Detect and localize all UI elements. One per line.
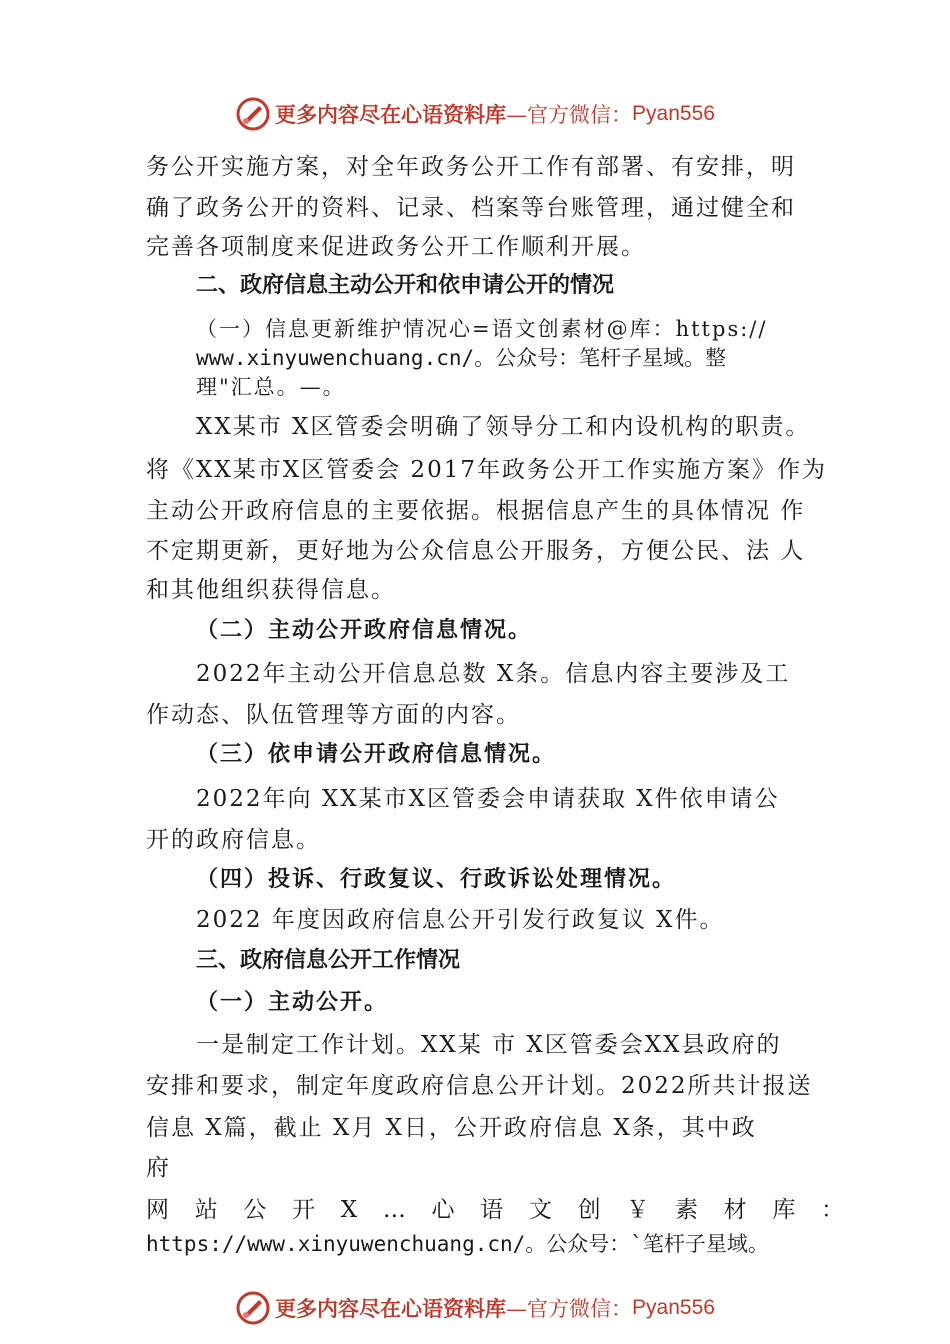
text-line-justified bbox=[146, 1195, 846, 1225]
subsection-heading: （一）主动公开。 bbox=[196, 989, 389, 1015]
char: 文 bbox=[528, 1197, 554, 1223]
text-line: 信息 X篇，截止 X月 X日，公开政府信息 X条，其中政 bbox=[146, 1115, 757, 1141]
text-line: 开的政府信息。 bbox=[146, 827, 321, 853]
text-line: 完善各项制度来促进政务公开工作顺利开展。 bbox=[146, 234, 646, 260]
char: 材 bbox=[723, 1197, 749, 1223]
subsection-heading: （三）依申请公开政府信息情况。 bbox=[196, 741, 557, 767]
text-line: https://www.xinyuwenchuang.cn/。公众号：`笔杆子星域。 bbox=[146, 1232, 769, 1256]
text-line: 不定期更新，更好地为公众信息公开服务，方便公民、法 人 bbox=[146, 538, 806, 564]
text-line: 安排和要求，制定年度政府信息公开计划。2022所共计报送 bbox=[146, 1073, 813, 1099]
text-line: www.xinyuwenchuang.cn/。公众号：笔杆子星域。整 bbox=[196, 346, 727, 370]
char: X bbox=[340, 1197, 360, 1223]
banner-main-text: 更多内容尽在心语资料库 bbox=[275, 102, 507, 127]
char: 素 bbox=[674, 1197, 700, 1223]
section-heading: 三、政府信息公开工作情况 bbox=[196, 948, 461, 973]
section-heading: 二、政府信息主动公开和依申请公开的情况 bbox=[196, 273, 615, 298]
banner-sub-text: —官方微信： bbox=[506, 1297, 633, 1321]
char: 公 bbox=[243, 1197, 269, 1223]
text-line: 一是制定工作计划。XX某 市 X区管委会XX县政府的 bbox=[196, 1032, 782, 1058]
text-line: 将《XX某市X区管委会 2017年政务公开工作实施方案》作为 bbox=[146, 457, 827, 483]
text-line: 确了政务公开的资料、记录、档案等台账管理，通过健全和 bbox=[146, 195, 796, 221]
text-line: 务公开实施方案，对全年政务公开工作有部署、有安排，明 bbox=[146, 154, 796, 180]
banner-wechat-id: Pyan556 bbox=[632, 102, 715, 125]
text-line: 2022 年度因政府信息公开引发行政复议 X件。 bbox=[196, 907, 725, 933]
text-line: 和其他组织获得信息。 bbox=[146, 577, 396, 603]
banner-main-text: 更多内容尽在心语资料库 bbox=[275, 1296, 507, 1321]
footer-banner bbox=[0, 1290, 950, 1326]
char: 开 bbox=[292, 1197, 318, 1223]
text-line: 理"汇总。—。 bbox=[196, 375, 346, 399]
text-line: XX某市 X区管委会明确了领导分工和内设机构的职责。 bbox=[196, 414, 811, 440]
brand-logo-icon bbox=[235, 96, 271, 132]
char: ： bbox=[821, 1197, 846, 1223]
banner-sub-text: —官方微信： bbox=[506, 103, 633, 127]
banner-wechat-id: Pyan556 bbox=[632, 1296, 715, 1319]
text-line: 府 bbox=[146, 1155, 171, 1181]
text-line: 作动态、队伍管理等方面的内容。 bbox=[146, 702, 521, 728]
subsection-heading: （二）主动公开政府信息情况。 bbox=[196, 617, 533, 643]
text-line: （一）信息更新维护情况心=语文创素材@库：https:// bbox=[196, 317, 768, 341]
text-line: 2022年向 XX某市X区管委会申请获取 X件依申请公 bbox=[196, 786, 780, 812]
char: 创 bbox=[577, 1197, 603, 1223]
char: 站 bbox=[194, 1197, 220, 1223]
text-line: 2022年主动公开信息总数 X条。信息内容主要涉及工 bbox=[196, 661, 791, 687]
header-banner bbox=[0, 96, 950, 132]
char: ￥ bbox=[626, 1197, 652, 1223]
char: … bbox=[382, 1197, 408, 1223]
char: 网 bbox=[146, 1197, 171, 1223]
char: 心 bbox=[431, 1197, 457, 1223]
char: 语 bbox=[480, 1197, 506, 1223]
text-line: 主动公开政府信息的主要依据。根据信息产生的具体情况 作 bbox=[146, 498, 806, 524]
brand-logo-icon bbox=[235, 1290, 271, 1326]
char: 库 bbox=[772, 1197, 798, 1223]
subsection-heading: （四）投诉、行政复议、行政诉讼处理情况。 bbox=[196, 866, 677, 892]
